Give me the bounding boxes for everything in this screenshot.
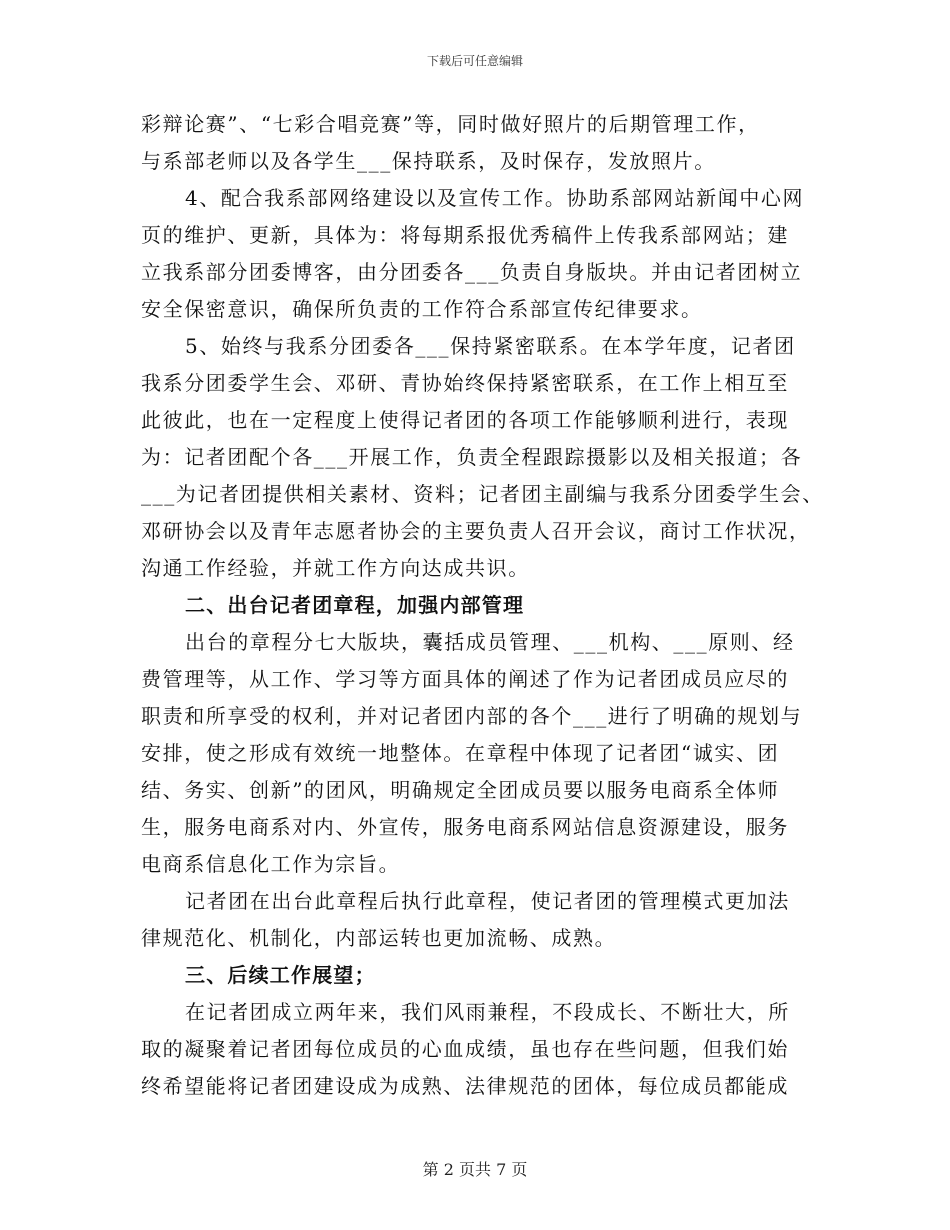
paragraph-line: 我系分团委学生会、邓研、青协始终保持紧密联系，在工作上相互至 bbox=[141, 371, 789, 395]
paragraph-line: 在记者团成立两年来，我们风雨兼程，不段成长、不断壮大，所 bbox=[185, 1000, 790, 1024]
paragraph-line: 立我系部分团委博客，由分团委各___负责自身版块。并由记者团树立 bbox=[141, 260, 803, 284]
paragraph-line: 电商系信息化工作为宗旨。 bbox=[141, 852, 401, 876]
paragraph-line: 安全保密意识，确保所负责的工作符合系部宣传纪律要求。 bbox=[141, 297, 703, 321]
paragraph-line: 与系部老师以及各学生___保持联系，及时保存，发放照片。 bbox=[141, 149, 716, 173]
paragraph-line: 取的凝聚着记者团每位成员的心血成绩，虽也存在些问题，但我们始 bbox=[141, 1037, 789, 1061]
paragraph-line: 律规范化、机制化，内部运转也更加流畅、成熟。 bbox=[141, 926, 617, 950]
section-heading-line: 二、出台记者团章程，加强内部管理 bbox=[185, 593, 525, 617]
paragraph-line: 职责和所享受的权利，并对记者团内部的各个___进行了明确的规划与 bbox=[141, 704, 803, 728]
paragraph-line: 彩辩论赛”、“七彩合唱竞赛”等，同时做好照片的后期管理工作， bbox=[141, 112, 760, 136]
paragraph-line: 结、务实、创新”的团风，明确规定全团成员要以服务电商系全体师 bbox=[141, 778, 780, 802]
paragraph-line: 为：记者团配个各___开展工作，负责全程跟踪摄影以及相关报道；各 bbox=[141, 445, 803, 469]
page-footer: 第 2 页共 7 页 bbox=[422, 1160, 528, 1179]
document-body bbox=[141, 106, 824, 1105]
paragraph-line: 4、配合我系部网络建设以及宣传工作。协助系部网站新闻中心网 bbox=[185, 186, 805, 210]
paragraph-line: 5、始终与我系分团委各___保持紧密联系。在本学年度，记者团 bbox=[185, 334, 796, 358]
paragraph-line: 安排，使之形成有效统一地整体。在章程中体现了记者团“诚实、团 bbox=[141, 741, 780, 765]
paragraph-line: 此彼此，也在一定程度上使得记者团的各项工作能够顺利进行，表现 bbox=[141, 408, 789, 432]
paragraph-line: 终希望能将记者团建设成为成熟、法律规范的团体，每位成员都能成 bbox=[141, 1074, 789, 1098]
page-header: 下载后可任意编辑 bbox=[426, 54, 523, 68]
paragraph-line: 费管理等，从工作、学习等方面具体的阐述了作为记者团成员应尽的 bbox=[141, 667, 789, 691]
section-heading-line: 三、后续工作展望； bbox=[185, 963, 376, 987]
paragraph-line: 邓研协会以及青年志愿者协会的主要负责人召开会议，商讨工作状况， bbox=[141, 519, 811, 543]
paragraph-line: 生，服务电商系对内、外宣传，服务电商系网站信息资源建设，服务 bbox=[141, 815, 789, 839]
paragraph-line: 记者团在出台此章程后执行此章程，使记者团的管理模式更加法 bbox=[185, 889, 790, 913]
paragraph-line: ___为记者团提供相关素材、资料；记者团主副编与我系分团委学生会、 bbox=[141, 482, 824, 506]
paragraph-line: 出台的章程分七大版块，囊括成员管理、___机构、___原则、经 bbox=[185, 630, 795, 654]
paragraph-line: 沟通工作经验，并就工作方向达成共识。 bbox=[141, 556, 530, 580]
paragraph-line: 页的维护、更新，具体为：将每期系报优秀稿件上传我系部网站；建 bbox=[141, 223, 789, 247]
